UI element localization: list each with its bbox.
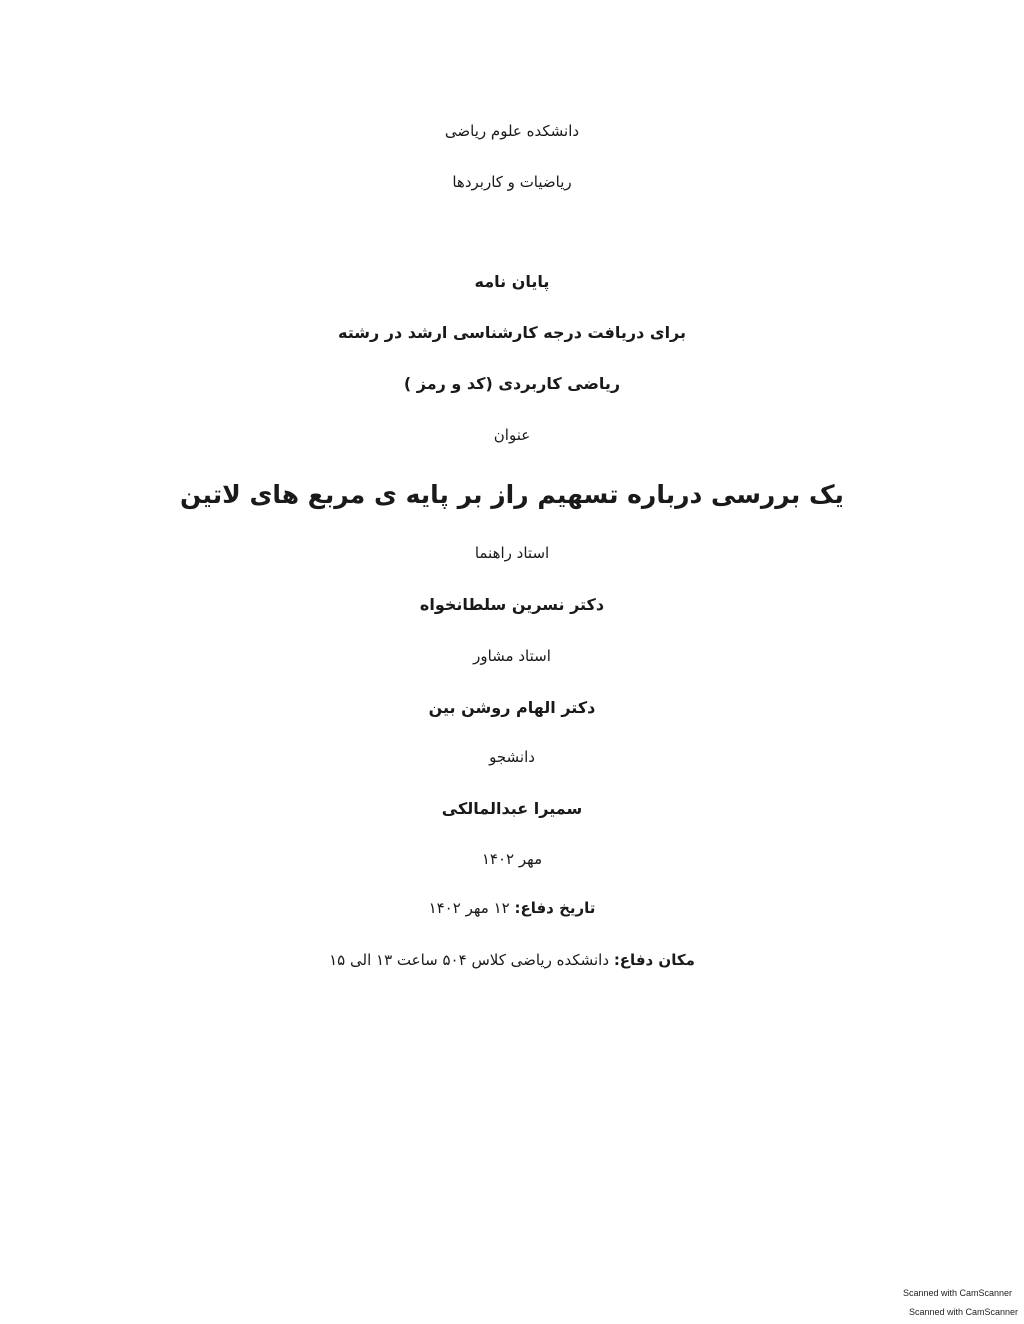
document-type: پایان نامه — [474, 272, 550, 291]
defense-place — [0, 951, 1024, 969]
title-label: عنوان — [493, 426, 531, 444]
field-of-study: ریاضی کاربردی (کد و رمز ) — [403, 374, 621, 393]
degree-line: برای دریافت درجه کارشناسی ارشد در رشته — [337, 323, 687, 342]
defense-place-label: مکان دفاع: — [613, 951, 695, 969]
defense-place-value: دانشکده ریاضی کلاس ۵۰۴ ساعت ۱۳ الی ۱۵ — [329, 951, 610, 969]
scanner-watermark: Scanned with CamScanner — [909, 1307, 1019, 1317]
thesis-date: مهر ۱۴۰۲ — [481, 850, 543, 868]
advisor-label: استاد مشاور — [473, 647, 551, 665]
advisor-name: دکتر الهام روشن بین — [428, 698, 596, 717]
scanner-watermark: Scanned with CamScanner — [903, 1288, 1013, 1298]
defense-date — [0, 899, 1024, 917]
defense-date-value: ۱۲ مهر ۱۴۰۲ — [428, 899, 510, 917]
supervisor-name: دکتر نسرین سلطانخواه — [419, 595, 605, 614]
student-label: دانشجو — [489, 748, 535, 766]
supervisor-label: استاد راهنما — [474, 544, 550, 562]
defense-date-label: تاریخ دفاع: — [514, 899, 596, 917]
department-name: ریاضیات و کاربردها — [452, 173, 572, 191]
thesis-title: یک بررسی درباره تسهیم راز بر پایه ی مربع های لاتین — [180, 480, 844, 509]
student-name: سمیرا عبدالمالکی — [441, 799, 583, 818]
faculty-name: دانشکده علوم ریاضی — [444, 122, 580, 140]
